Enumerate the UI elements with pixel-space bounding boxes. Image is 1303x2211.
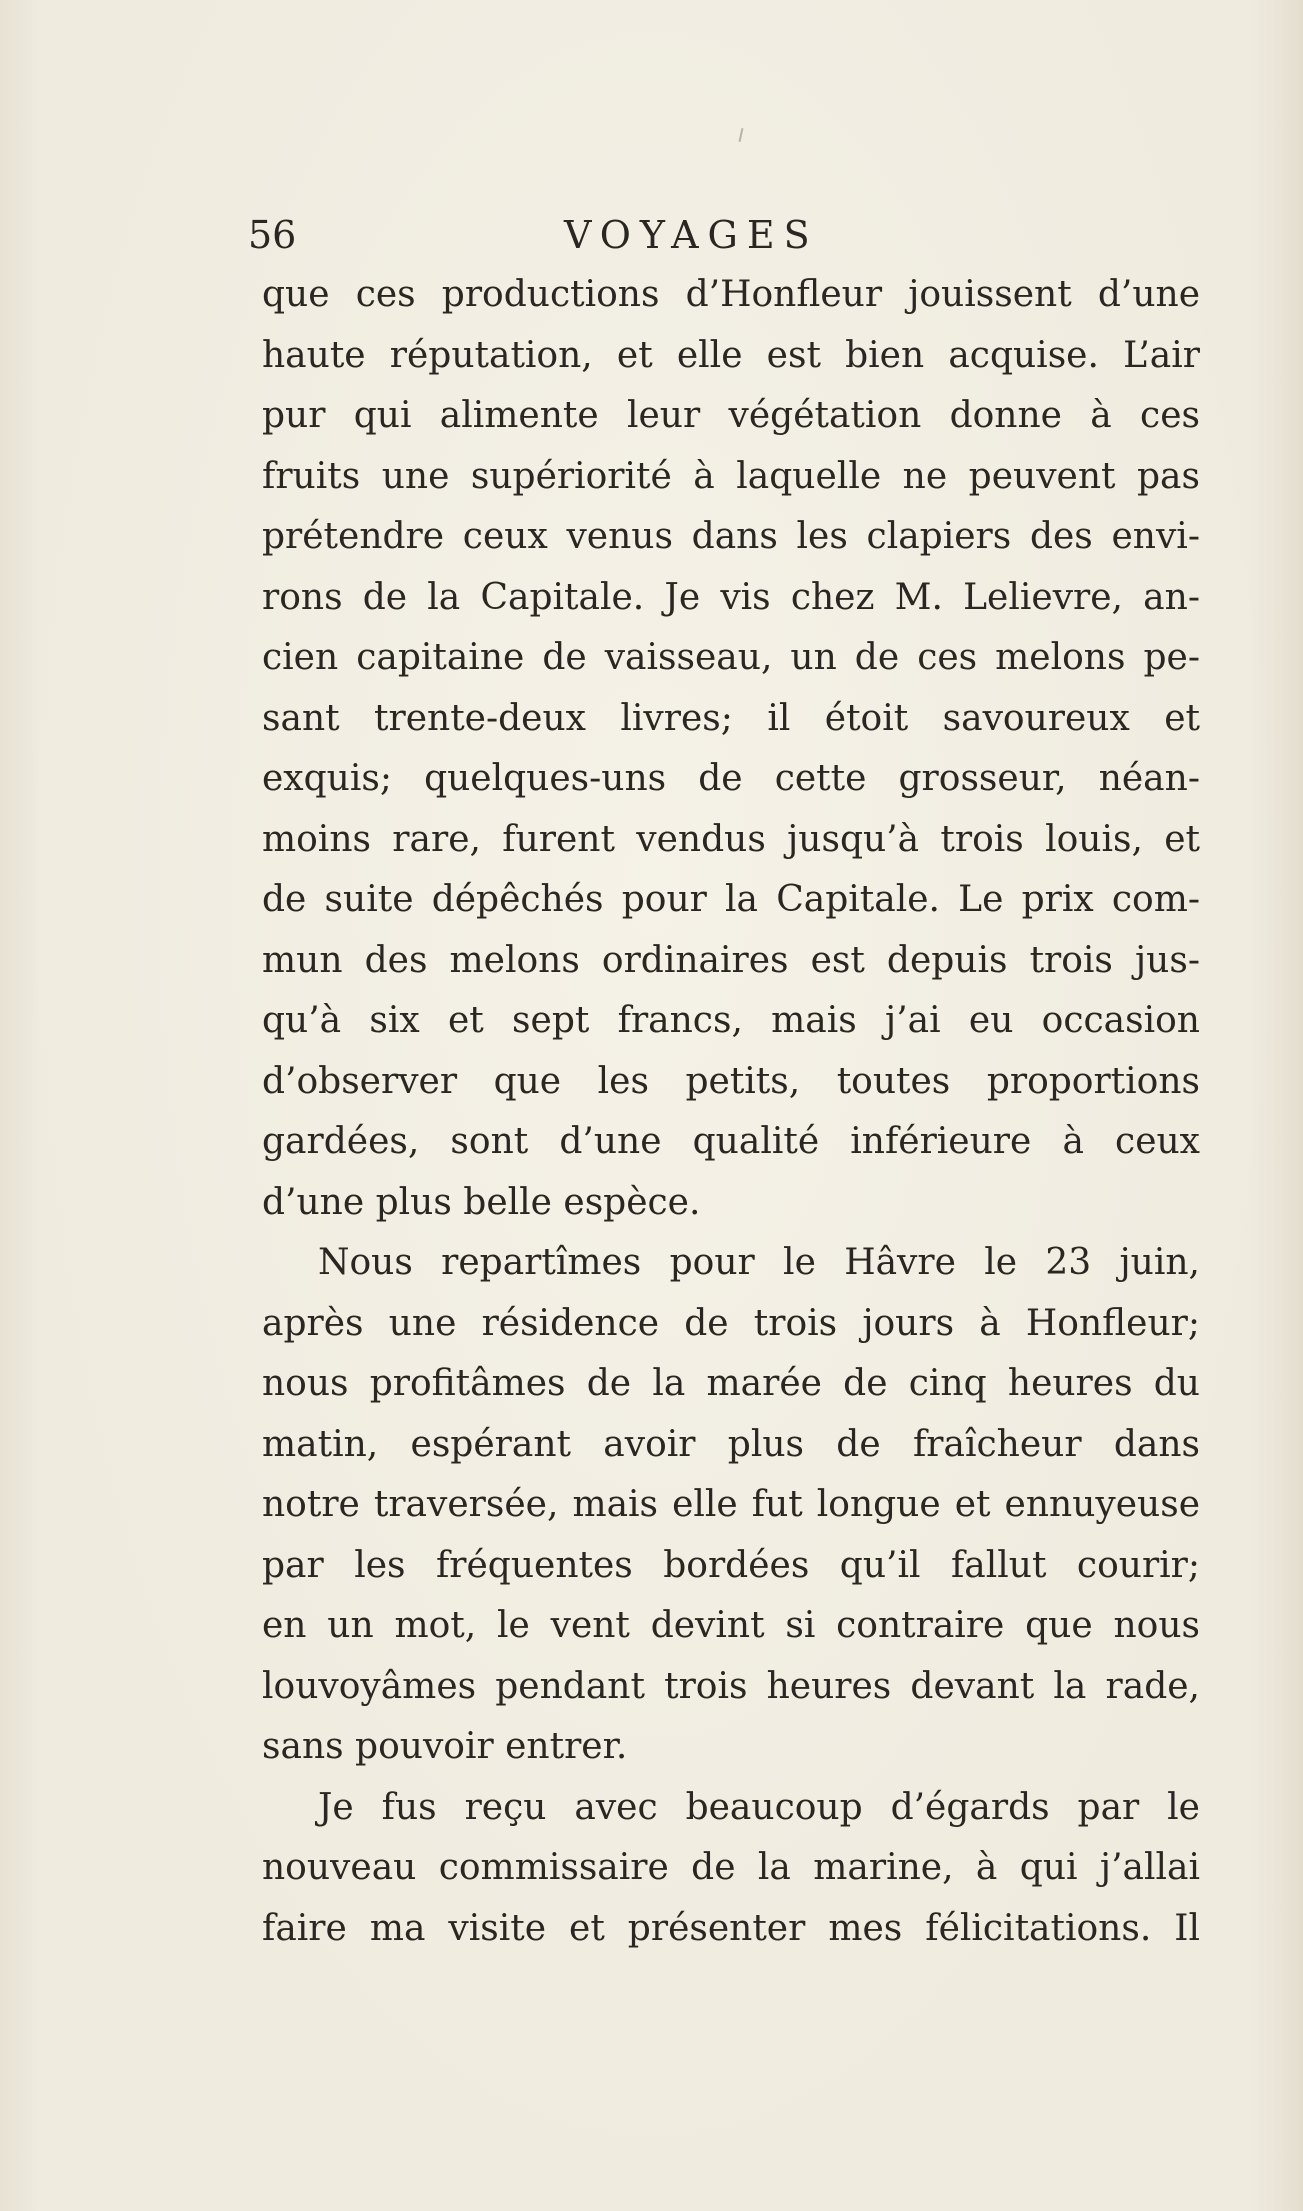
text-line: sans pouvoir entrer. [262,1726,628,1767]
text-line: par les fréquentes bordées qu’il fallut courir; [262,1544,1200,1586]
text-line: fruits une supériorité à laquelle ne peuvent pas [262,455,1200,497]
text-line: nous profitâmes de la marée de cinq heures du [262,1363,1200,1404]
paragraph-2 [262,1233,1200,1778]
text-line: Je fus reçu avec beaucoup d’égards par le [318,1786,1200,1828]
text-line: faire ma visite et présenter mes félicitations. Il [262,1907,1200,1949]
text-line: moins rare, furent vendus jusqu’à trois louis, et [262,818,1200,860]
text-line: haute réputation, et elle est bien acquise. L’air [262,334,1200,376]
paragraph-3 [262,1778,1200,1960]
text-line: rons de la Capitale. Je vis chez M. Lelievre, an- [262,576,1200,618]
page-text-block [248,205,1200,1959]
text-line: Nous repartîmes pour le Hâvre le 23 juin, [318,1242,1200,1283]
page-number: 56 [248,213,297,257]
text-line: cien capitaine de vaisseau, un de ces melons pe- [262,637,1200,678]
ink-speck [739,128,744,142]
text-line: mun des melons ordinaires est depuis trois jus- [262,939,1200,981]
text-line: d’observer que les petits, toutes proportions [262,1060,1200,1102]
text-line: prétendre ceux venus dans les clapiers des envi- [262,516,1200,557]
text-line: de suite dépêchés pour la Capitale. Le prix com- [262,879,1200,920]
text-line: nouveau commissaire de la marine, à qui j’allai [262,1847,1200,1888]
text-line: exquis; quelques-uns de cette grosseur, néan- [262,758,1200,799]
text-line: gardées, sont d’une qualité inférieure à ceux [262,1121,1200,1162]
text-line: après une résidence de trois jours à Honfleur; [262,1302,1200,1344]
text-line: que ces productions d’Honfleur jouissent d’une [262,274,1200,315]
text-line: pur qui alimente leur végétation donne à ces [262,395,1200,436]
text-line: qu’à six et sept francs, mais j’ai eu occasion [262,1000,1200,1041]
text-line: notre traversée, mais elle fut longue et ennuyeuse [262,1484,1200,1525]
text-line: d’une plus belle espèce. [262,1181,701,1223]
text-line: en un mot, le vent devint si contraire que nous [262,1605,1200,1646]
running-title: VOYAGES [564,213,819,257]
paragraph-1 [262,265,1200,1233]
text-line: sant trente-deux livres; il étoit savoureux et [262,697,1200,739]
running-head [248,205,1200,265]
text-line: matin, espérant avoir plus de fraîcheur dans [262,1423,1200,1465]
text-line: louvoyâmes pendant trois heures devant la rade, [262,1665,1200,1707]
